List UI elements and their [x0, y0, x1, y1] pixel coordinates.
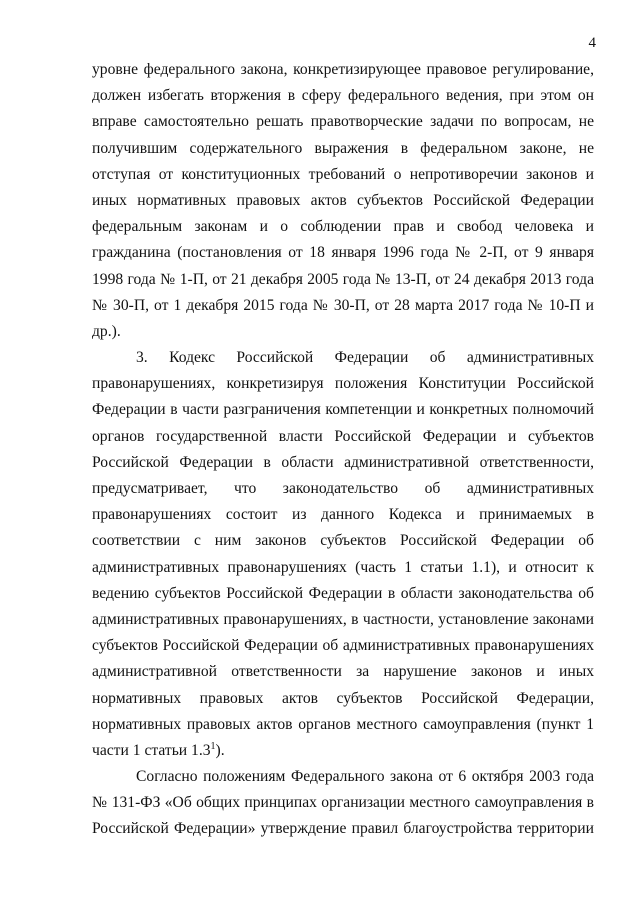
body-line: должен избегать вторжения в сферу федерального ведения, при этом он [92, 87, 594, 105]
body-line: административных правонарушениях, в частности, установление законами [92, 610, 594, 628]
body-line: ведению субъектов Российской Федерации в области законодательства об [92, 584, 594, 602]
body-line-with-footnote [92, 738, 594, 764]
body-line: нормативных правовых актов субъектов Российской Федерации, [92, 689, 594, 707]
body-line: гражданина (постановления от 18 января 1996 года № 2-П, от 9 января [92, 244, 594, 262]
body-line: иных нормативных правовых актов субъектов Российской Федерации [92, 191, 594, 209]
body-line: федеральным законам и о соблюдении прав и свобод человека и [92, 218, 594, 236]
footnote-marker: 1 [210, 740, 216, 752]
body-line: Российской Федерации в области административной ответственности, [92, 453, 594, 471]
body-line: № 30-П, от 1 декабря 2015 года № 30-П, от 28 марта 2017 года № 10-П и [92, 296, 594, 314]
body-line: административных правонарушениях (часть 1 статьи 1.1), и относит к [92, 558, 594, 576]
body-text: ). [215, 741, 225, 759]
body-line: № 131-ФЗ «Об общих принципах организации местного самоуправления в [92, 794, 594, 812]
body-line: получившим содержательного выражения в федеральном законе, не [92, 139, 594, 157]
body-line: предусматривает, что законодательство об административных [92, 480, 594, 497]
body-line: нормативных правовых актов органов местного самоуправления (пункт 1 [92, 715, 594, 733]
body-line: отступая от конституционных требований о непротиворечии законов и [92, 165, 594, 183]
body-text: части 1 статьи 1.3 [92, 741, 211, 759]
paragraph-start-line: Согласно положениям Федерального закона от 6 октября 2003 года [136, 768, 594, 786]
body-line: вправе самостоятельно решать правотворческие задачи по вопросам, не [92, 113, 594, 131]
document-body [92, 57, 594, 843]
body-line: административной ответственности за нарушение законов и иных [92, 663, 594, 681]
body-line: соответствии с ним законов субъектов Российской Федерации об [92, 532, 594, 550]
body-line: органов государственной власти Российской Федерации и субъектов [92, 427, 594, 445]
page-number: 4 [588, 35, 596, 51]
body-line: уровне федерального закона, конкретизирующее правовое регулирование, [92, 61, 594, 78]
body-line: 1998 года № 1-П, от 21 декабря 2005 года № 13-П, от 24 декабря 2013 года [92, 270, 594, 288]
body-line: правонарушениях состоит из данного Кодекса и принимаемых в [92, 506, 594, 524]
body-line: Российской Федерации» утверждение правил благоустройства территории [92, 820, 594, 838]
body-line: Федерации в части разграничения компетенции и конкретных полномочий [92, 401, 594, 419]
body-line: субъектов Российской Федерации об административных правонарушениях [92, 637, 594, 655]
body-line: др.). [92, 322, 121, 340]
body-line: правонарушениях, конкретизируя положения Конституции Российской [92, 375, 594, 393]
paragraph-start-line: 3. Кодекс Российской Федерации об административных [136, 349, 594, 367]
